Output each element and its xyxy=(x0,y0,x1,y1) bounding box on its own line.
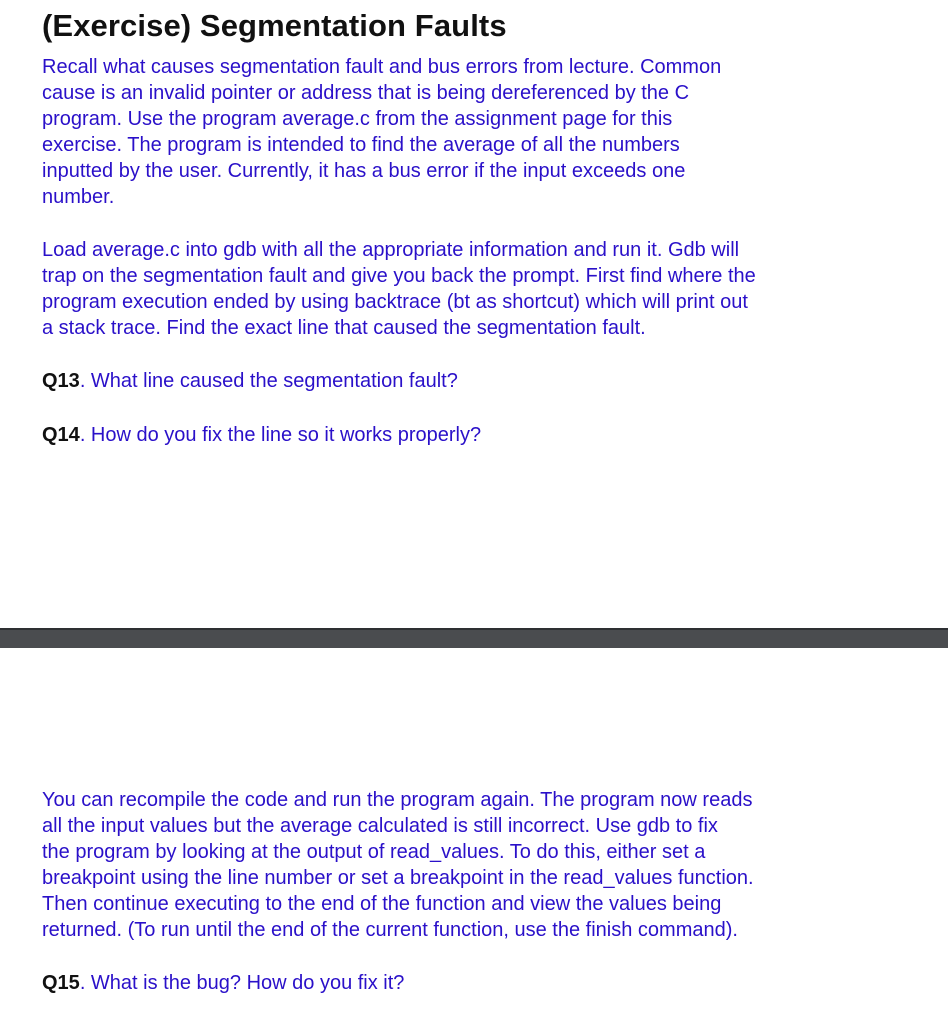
question-number: Q13 xyxy=(42,370,80,392)
question-text: . What is the bug? How do you fix it? xyxy=(79,972,405,994)
question-number: Q14 xyxy=(42,424,80,446)
exercise-title: (Exercise) Segmentation Faults xyxy=(42,8,507,43)
question-text: . How do you fix the line so it works properly? xyxy=(79,424,482,446)
page-separator xyxy=(0,628,948,648)
gdb-instructions-paragraph: Load average.c into gdb with all the appropriate information and run it. Gdb will trap on the segmentation fault and give you back the prompt. First find where the program execution ended by using backtrace (bt as shortcut) which will print out a stack trace. Find the exact line that caused the segmentation fault. xyxy=(42,239,756,339)
question-number: Q15 xyxy=(42,972,80,994)
question-q13 xyxy=(42,368,882,394)
intro-paragraph: Recall what causes segmentation fault and bus errors from lecture. Common cause is an invalid pointer or address that is being dereferenced by the C program. Use the program average.c from the assignment page for this exercise. The program is intended to find the average of all the numbers inputted by the user. Currently, it has a bus error if the input exceeds one number. xyxy=(42,56,722,208)
question-text: . What line caused the segmentation fault? xyxy=(79,370,458,392)
question-q15 xyxy=(42,970,882,996)
recompile-paragraph: You can recompile the code and run the program again. The program now reads all the input values but the average calculated is still incorrect. Use gdb to fix the program by looking at the output of read_values. To do this, either set a breakpoint using the line number or set a breakpoint in the read_values function. Then continue executing to the end of the function and view the values being returned. (To run until the end of the current function, use the finish command). xyxy=(42,789,754,941)
question-q14 xyxy=(42,422,882,448)
document-page-2 xyxy=(0,648,948,1024)
